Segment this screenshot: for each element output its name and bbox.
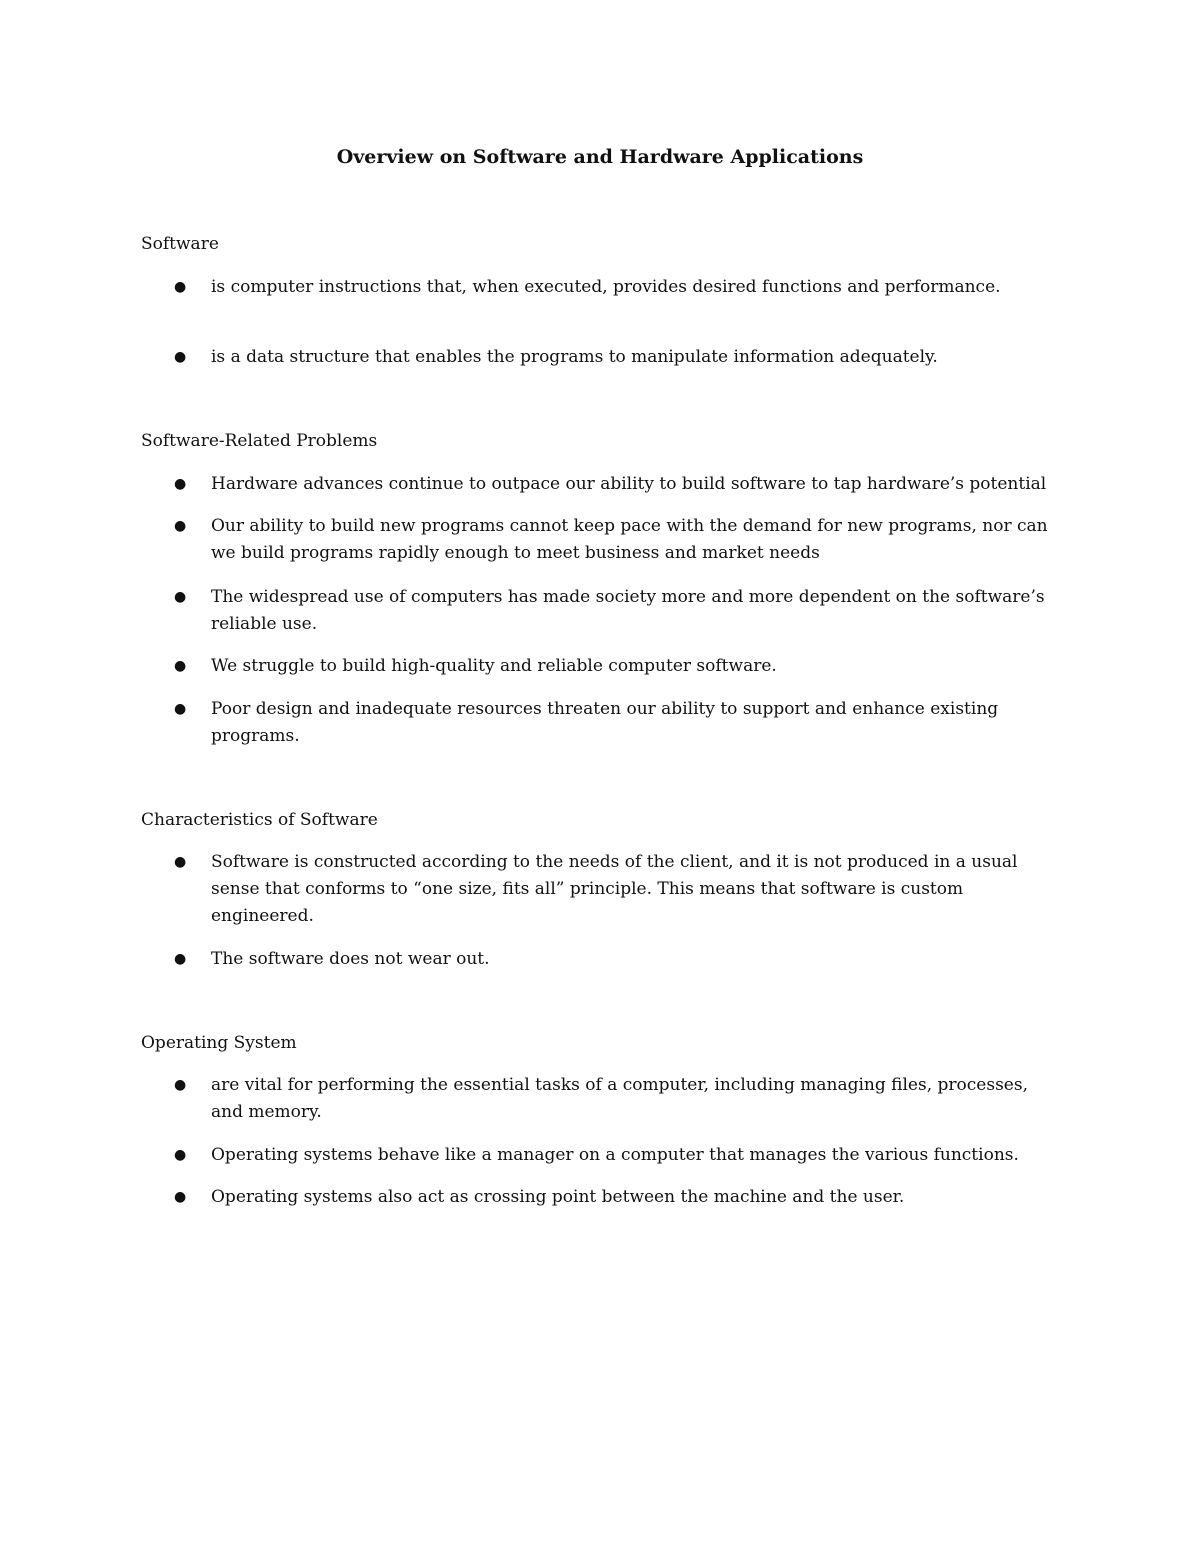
section-heading-software: Software — [141, 234, 219, 254]
bullet-icon: ● — [174, 476, 187, 492]
bullet-icon: ● — [174, 279, 187, 295]
list-item: Operating systems also act as crossing point between the machine and the user. — [211, 1187, 905, 1207]
section-heading-characteristics-of-software: Characteristics of Software — [141, 810, 378, 830]
bullet-icon: ● — [174, 589, 187, 605]
list-item: is a data structure that enables the programs to manipulate information adequately. — [211, 347, 938, 367]
list-item: Hardware advances continue to outpace our ability to build software to tap hardware’s potential — [211, 474, 1047, 494]
list-item: is computer instructions that, when executed, provides desired functions and performance. — [211, 277, 1001, 297]
bullet-icon: ● — [174, 518, 187, 534]
list-item: The software does not wear out. — [211, 949, 490, 969]
list-item: Operating systems behave like a manager on a computer that manages the various functions. — [211, 1145, 1019, 1165]
bullet-icon: ● — [174, 658, 187, 674]
bullet-icon: ● — [174, 951, 187, 967]
list-item: Software is constructed according to the needs of the client, and it is not produced in a usual sense that conforms to “one size, fits all” principle. This means that software is custom engineered. — [211, 852, 1018, 926]
list-item: are vital for performing the essential tasks of a computer, including managing files, processes, and memory. — [211, 1075, 1028, 1122]
bullet-icon: ● — [174, 854, 187, 870]
list-item: We struggle to build high-quality and reliable computer software. — [211, 656, 777, 676]
bullet-icon: ● — [174, 701, 187, 717]
list-item: Poor design and inadequate resources threaten our ability to support and enhance existing programs. — [211, 699, 999, 746]
section-heading-software-related-problems: Software-Related Problems — [141, 431, 378, 451]
bullet-icon: ● — [174, 1189, 187, 1205]
bullet-icon: ● — [174, 1077, 187, 1093]
section-heading-operating-system: Operating System — [141, 1033, 297, 1053]
bullet-icon: ● — [174, 1147, 187, 1163]
list-item: The widespread use of computers has made society more and more dependent on the software’s reliable use. — [211, 587, 1045, 634]
bullet-icon: ● — [174, 349, 187, 365]
list-item: Our ability to build new programs cannot keep pace with the demand for new programs, nor can we build programs rapidly enough to meet business and market needs — [211, 516, 1048, 563]
document-title: Overview on Software and Hardware Applications — [336, 146, 864, 168]
